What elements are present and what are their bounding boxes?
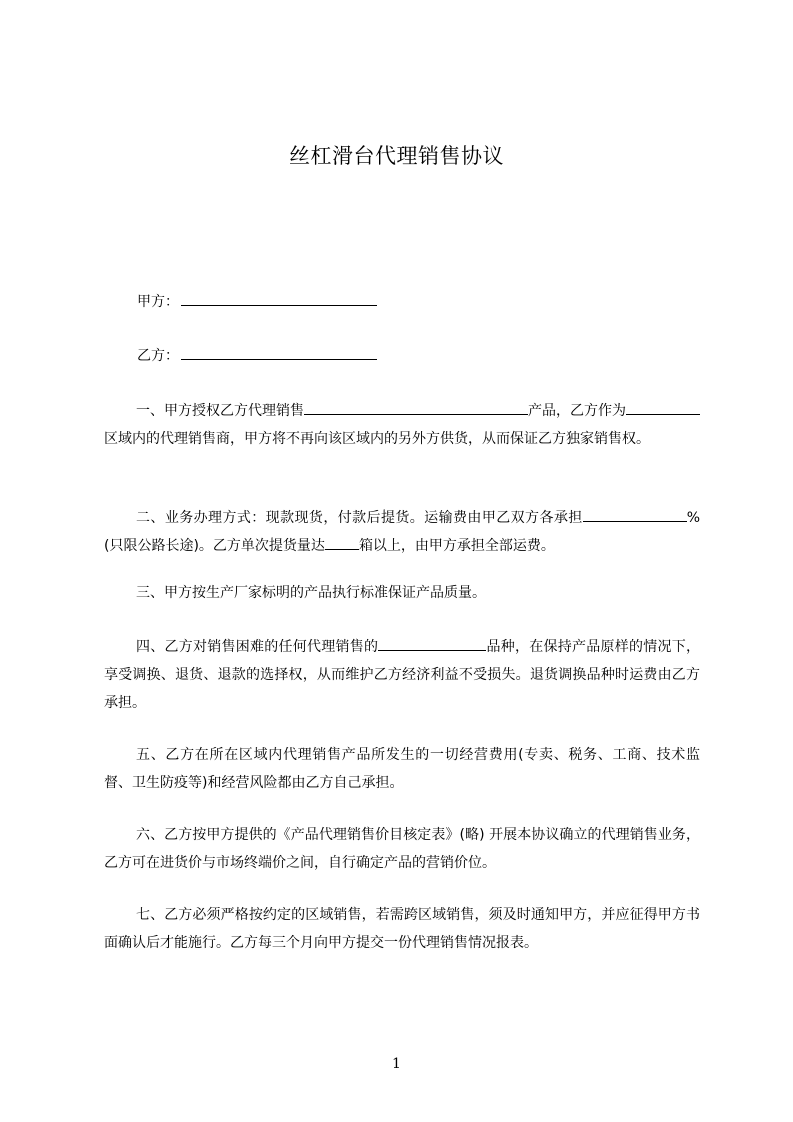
page-number: 1 <box>392 1056 401 1072</box>
clause-2 <box>104 504 700 560</box>
clause-2-text-c: 箱以上，由甲方承担全部运费。 <box>358 538 555 554</box>
clause-1-region-blank-1 <box>626 399 658 415</box>
clause-4-variety-blank <box>378 635 486 651</box>
party-b-label: 乙方： <box>137 348 179 364</box>
clause-3-text: 三、甲方按生产厂家标明的产品执行标准保证产品质量。 <box>136 585 486 601</box>
document-title: 丝杠滑台代理销售协议 <box>289 144 504 168</box>
clause-7 <box>104 901 700 957</box>
clause-1 <box>104 397 700 453</box>
party-a-blank <box>181 291 377 306</box>
clause-1-text-a: 一、甲方授权乙方代理销售 <box>136 403 304 419</box>
party-a-label: 甲方： <box>137 294 179 310</box>
clause-5 <box>104 741 700 797</box>
clause-6-text: 六、乙方按甲方提供的《产品代理销售价目核定表》(略) 开展本协议确立的代理销售业务，乙方可在进货价与市场终端价之间，自行确定产品的营销价位。 <box>104 827 700 871</box>
clause-2-text-a: 二、业务办理方式：现款现货，付款后提货。运输费由甲乙双方各承担 <box>136 510 583 526</box>
party-a-line <box>137 291 377 312</box>
clause-4 <box>104 633 700 717</box>
clause-4-text-a: 四、乙方对销售困难的任何代理销售的 <box>136 639 379 655</box>
clause-3 <box>104 579 700 607</box>
clause-1-product-blank <box>304 399 528 415</box>
clause-2-percent-blank-1 <box>583 506 645 522</box>
party-b-blank <box>181 345 377 360</box>
clause-1-region-blank-2 <box>658 399 700 415</box>
clause-1-text-c: 区域内的代理销售商，甲方将不再向该区域内的另外方供货，从而保证乙方独家销售权。 <box>104 431 650 447</box>
clause-5-text: 五、乙方在所在区域内代理销售产品所发生的一切经营费用(专卖、税务、工商、技术监督、卫生防疫等)和经营风险都由乙方自己承担。 <box>104 747 700 791</box>
party-b-line <box>137 345 377 366</box>
clause-2-box-count-blank <box>325 534 359 550</box>
clause-2-percent-blank-2 <box>645 506 687 522</box>
clause-2-text-b: %(只限公路长途)。乙方单次提货量达 <box>104 510 700 554</box>
clause-1-text-b: 产品，乙方作为 <box>528 403 626 419</box>
clause-6 <box>104 821 700 877</box>
clause-7-text: 七、乙方必须严格按约定的区域销售，若需跨区域销售，须及时通知甲方，并应征得甲方书面确认后才能施行。乙方每三个月向甲方提交一份代理销售情况报表。 <box>104 907 700 951</box>
clause-4-text-b: 品种，在保持产品原样的情况下，享受调换、退货、退款的选择权，从而维护乙方经济利益不受损失。退货调换品种时运费由乙方承担。 <box>104 639 700 711</box>
